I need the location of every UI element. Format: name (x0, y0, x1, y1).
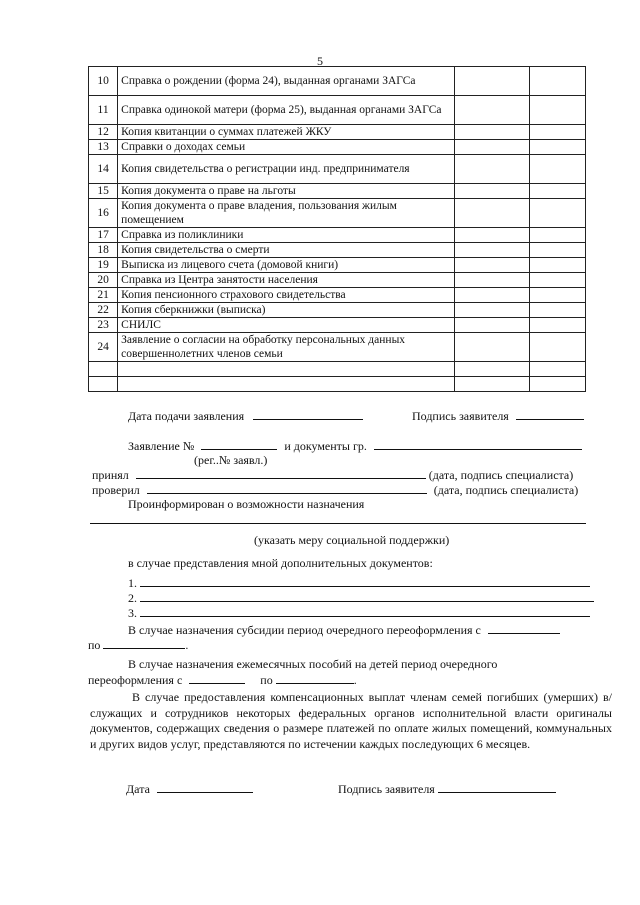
subsidy-to-field[interactable] (103, 637, 185, 649)
accepted-specialist-note: (дата, подпись специалиста) (428, 468, 574, 482)
row-number: 21 (89, 288, 118, 303)
checked-specialist-note: (дата, подпись специалиста) (433, 483, 579, 497)
mark-cell-2[interactable] (529, 362, 585, 377)
accepted-label: принял (92, 468, 129, 482)
item-3-number: 3. (128, 606, 137, 620)
row-number (89, 362, 118, 377)
mark-cell-2[interactable] (529, 184, 585, 199)
document-name: Заявление о согласии на обработку персональных данных совершеннолетних членов семьи (118, 333, 455, 362)
document-name: Копия документа о праве на льготы (118, 184, 455, 199)
subsidy-to-row (88, 637, 188, 653)
mark-cell-1[interactable] (455, 155, 529, 184)
document-name: Справка о рождении (форма 24), выданная органами ЗАГСа (118, 67, 455, 96)
table-row (89, 258, 586, 273)
allowance-to-label: по (260, 673, 273, 687)
document-name: Копия документа о праве владения, пользования жилым помещением (118, 199, 455, 228)
mark-cell-1[interactable] (455, 96, 529, 125)
mark-cell-1[interactable] (455, 288, 529, 303)
table-row (89, 96, 586, 125)
mark-cell-2[interactable] (529, 377, 585, 392)
mark-cell-2[interactable] (529, 96, 585, 125)
mark-cell-1[interactable] (455, 228, 529, 243)
mark-cell-1[interactable] (455, 273, 529, 288)
row-number: 11 (89, 96, 118, 125)
compensation-text: В случае предоставления компенсационных выплат членам семей погибших (умерших) в/служащих и сотрудников некоторых федеральных органов исполнительной власти оригиналы документов, содержащих сведения о размере платежей по оплате жилых помещений, коммунальных и других видов услуг, представляются по истечении каждых последующих 6 месяцев. (90, 690, 612, 751)
submission-date-label: Дата подачи заявления (128, 409, 245, 423)
mark-cell-1[interactable] (455, 184, 529, 199)
document-name (118, 377, 455, 392)
row-number: 22 (89, 303, 118, 318)
document-name (118, 362, 455, 377)
subsidy-end-mark: . (185, 638, 189, 652)
document-name: Копия сберкнижки (выписка) (118, 303, 455, 318)
allowance-to-field[interactable] (276, 672, 354, 684)
mark-cell-2[interactable] (529, 318, 585, 333)
applicant-signature-label: Подпись заявителя (412, 409, 509, 423)
checked-label: проверил (92, 483, 140, 497)
document-name: Справки о доходах семьи (118, 140, 455, 155)
table-row (89, 199, 586, 228)
document-name: Копия свидетельства о смерти (118, 243, 455, 258)
submission-date-row (128, 408, 363, 424)
table-row (89, 303, 586, 318)
allowance-from-field[interactable] (189, 672, 245, 684)
informed-label: Проинформирован о возможности назначения (128, 497, 365, 511)
mark-cell-1[interactable] (455, 140, 529, 155)
document-name: Выписка из лицевого счета (домовой книги) (118, 258, 455, 273)
table-row (89, 140, 586, 155)
document-name: Копия свидетельства о регистрации инд. предпринимателя (118, 155, 455, 184)
subsidy-row (128, 622, 560, 638)
row-number: 20 (89, 273, 118, 288)
table-row (89, 333, 586, 362)
mark-cell-2[interactable] (529, 288, 585, 303)
accepted-row (92, 467, 573, 483)
mark-cell-2[interactable] (529, 258, 585, 273)
item-1-number: 1. (128, 576, 137, 590)
applicant-signature-field[interactable] (516, 408, 584, 420)
table-row (89, 125, 586, 140)
mark-cell-1[interactable] (455, 303, 529, 318)
date-label: Дата (126, 782, 150, 796)
date-field[interactable] (157, 781, 253, 793)
table-row (89, 228, 586, 243)
allowance-end-mark: . (353, 673, 357, 687)
row-number: 17 (89, 228, 118, 243)
row-number: 15 (89, 184, 118, 199)
final-signature-row (338, 781, 556, 797)
table-row (89, 243, 586, 258)
reg-no-note: (рег..№ заявл.) (194, 453, 268, 467)
documents-of-label: и документы гр. (284, 439, 367, 453)
mark-cell-1[interactable] (455, 258, 529, 273)
mark-cell-1[interactable] (455, 243, 529, 258)
subsidy-from-field[interactable] (488, 622, 560, 634)
measure-note: (указать меру социальной поддержки) (254, 533, 450, 547)
final-signature-label: Подпись заявителя (338, 782, 435, 796)
allowance-row (88, 672, 357, 688)
table-row (89, 362, 586, 377)
application-no-label: Заявление № (128, 439, 195, 453)
mark-cell-2[interactable] (529, 199, 585, 228)
mark-cell-2[interactable] (529, 333, 585, 362)
item-2-number: 2. (128, 591, 137, 605)
row-number: 18 (89, 243, 118, 258)
table-row (89, 318, 586, 333)
additional-doc-3-field[interactable] (140, 605, 590, 617)
submission-date-field[interactable] (253, 408, 363, 420)
mark-cell-2[interactable] (529, 140, 585, 155)
row-number: 10 (89, 67, 118, 96)
allowance-text-2: переоформления с (88, 673, 183, 687)
document-name: Копия квитанции о суммах платежей ЖКУ (118, 125, 455, 140)
mark-cell-1[interactable] (455, 199, 529, 228)
allowance-text-1: В случае назначения ежемесячных пособий на детей период очередного (128, 657, 498, 671)
row-number: 23 (89, 318, 118, 333)
additional-doc-2-field[interactable] (140, 590, 594, 602)
mark-cell-2[interactable] (529, 303, 585, 318)
accepted-field[interactable] (136, 467, 426, 479)
checked-row (92, 482, 578, 498)
document-name: Справка из поликлиники (118, 228, 455, 243)
table-row (89, 377, 586, 392)
documents-table (88, 66, 586, 392)
row-number: 12 (89, 125, 118, 140)
row-number: 16 (89, 199, 118, 228)
application-no-row (128, 438, 582, 454)
document-name: СНИЛС (118, 318, 455, 333)
compensation-paragraph (90, 690, 612, 752)
mark-cell-1[interactable] (455, 67, 529, 96)
table-row (89, 288, 586, 303)
row-number: 14 (89, 155, 118, 184)
mark-cell-2[interactable] (529, 125, 585, 140)
additional-doc-1 (128, 575, 590, 591)
row-number (89, 377, 118, 392)
mark-cell-1[interactable] (455, 362, 529, 377)
measure-field[interactable] (90, 523, 586, 524)
row-number: 19 (89, 258, 118, 273)
additional-doc-1-field[interactable] (140, 575, 590, 587)
mark-cell-1[interactable] (455, 125, 529, 140)
final-signature-field[interactable] (438, 781, 556, 793)
additional-doc-3 (128, 605, 590, 621)
document-name: Копия пенсионного страхового свидетельства (118, 288, 455, 303)
table-row (89, 273, 586, 288)
mark-cell-2[interactable] (529, 228, 585, 243)
mark-cell-2[interactable] (529, 67, 585, 96)
row-number: 24 (89, 333, 118, 362)
additional-docs-label: в случае представления мной дополнительных документов: (128, 556, 433, 570)
checked-field[interactable] (147, 482, 427, 494)
document-name: Справка из Центра занятости населения (118, 273, 455, 288)
table-row (89, 155, 586, 184)
page-number: 5 (317, 54, 323, 68)
additional-doc-2 (128, 590, 594, 606)
subsidy-text: В случае назначения субсидии период очередного переоформления с (128, 623, 481, 637)
mark-cell-1[interactable] (455, 377, 529, 392)
mark-cell-1[interactable] (455, 318, 529, 333)
final-date-row (126, 781, 253, 797)
applicant-signature-row (412, 408, 584, 424)
row-number: 13 (89, 140, 118, 155)
mark-cell-1[interactable] (455, 333, 529, 362)
table-row (89, 184, 586, 199)
subsidy-to-label: по (88, 638, 101, 652)
mark-cell-2[interactable] (529, 273, 585, 288)
citizen-name-field[interactable] (374, 438, 582, 450)
mark-cell-2[interactable] (529, 243, 585, 258)
table-row (89, 67, 586, 96)
mark-cell-2[interactable] (529, 155, 585, 184)
application-no-field[interactable] (201, 438, 277, 450)
document-name: Справка одинокой матери (форма 25), выданная органами ЗАГСа (118, 96, 455, 125)
